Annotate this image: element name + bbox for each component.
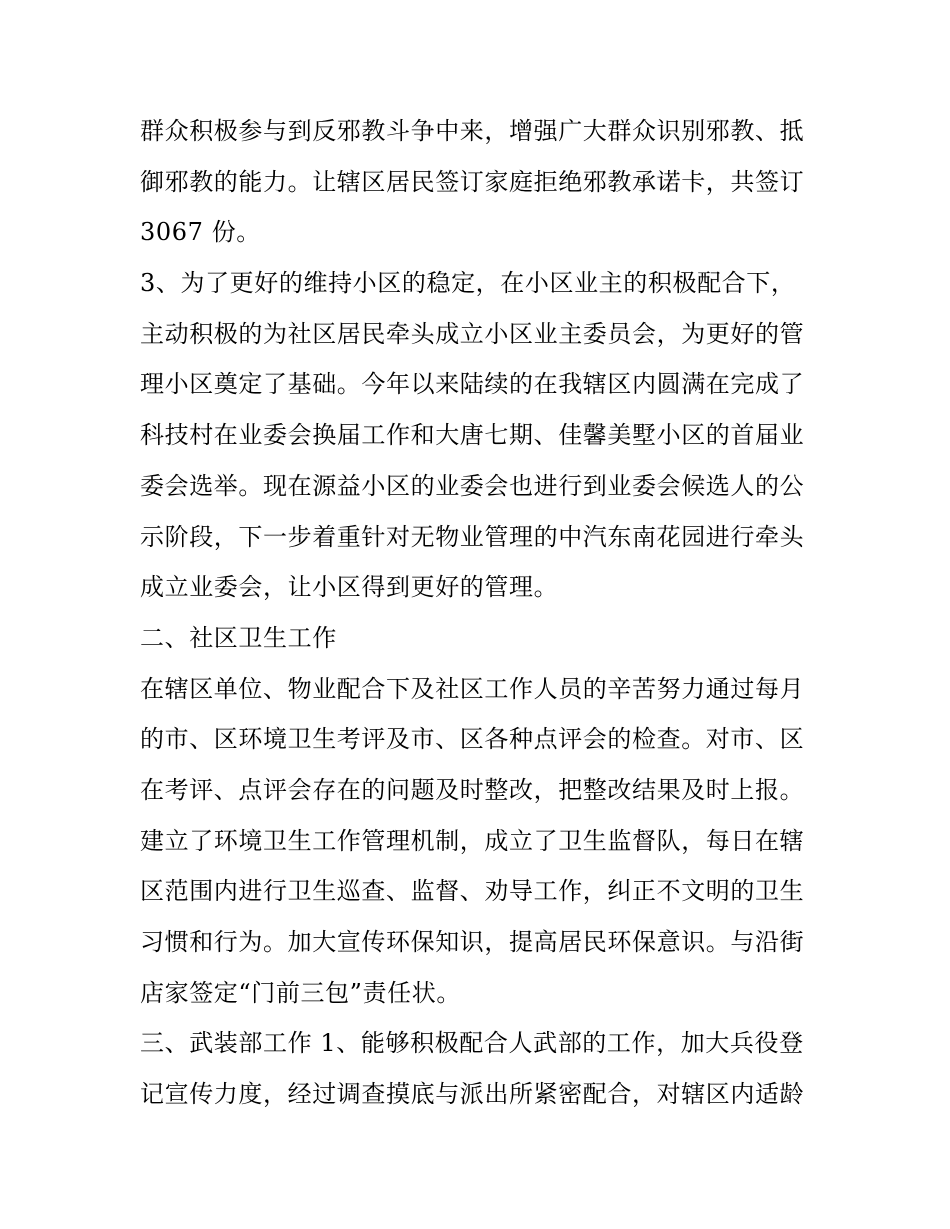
text-line: 示阶段，下一步着重针对无物业管理的中汽东南花园进行牵头 (140, 522, 805, 551)
text-line: 在考评、点评会存在的问题及时整改，把整改结果及时上报。 (140, 775, 805, 804)
text-line: 的市、区环境卫生考评及市、区各种点评会的检查。对市、区 (140, 725, 805, 754)
text-line: 成立业委会，让小区得到更好的管理。 (140, 573, 559, 602)
text-line: 3067 份。 (140, 218, 261, 247)
text-line: 理小区奠定了基础。今年以来陆续的在我辖区内圆满在完成了 (140, 370, 805, 399)
text-line: 群众积极参与到反邪教斗争中来，增强广大群众识别邪教、抵 (140, 117, 805, 145)
document-body (140, 106, 820, 1120)
text-line: 区范围内进行卫生巡查、监督、劝导工作，纠正不文明的卫生 (140, 877, 805, 906)
text-line: 御邪教的能力。让辖区居民签订家庭拒绝邪教承诺卡，共签订 (140, 167, 805, 196)
section-heading: 二、社区卫生工作 (140, 623, 337, 652)
text-line: 主动积极的为社区居民牵头成立小区业主委员会，为更好的管 (140, 319, 805, 348)
text-line: 建立了环境卫生工作管理机制，成立了卫生监督队，每日在辖 (140, 826, 805, 855)
text-line: 3、为了更好的维持小区的稳定，在小区业主的积极配合下， (140, 269, 796, 298)
text-line: 科技村在业委会换届工作和大唐七期、佳馨美墅小区的首届业 (140, 421, 805, 450)
text-line: 习惯和行为。加大宣传环保知识，提高居民环保意识。与沿街 (140, 928, 805, 956)
text-line: 店家签定“门前三包”责任状。 (140, 978, 461, 1007)
text-line: 委会选举。现在源益小区的业委会也进行到业委会候选人的公 (140, 471, 805, 500)
text-line: 记宣传力度，经过调查摸底与派出所紧密配合，对辖区内适龄 (140, 1080, 805, 1109)
text-line: 在辖区单位、物业配合下及社区工作人员的辛苦努力通过每月 (140, 674, 805, 703)
section-heading: 三、武装部工作 1、能够积极配合人武部的工作，加大兵役登 (140, 1029, 804, 1058)
